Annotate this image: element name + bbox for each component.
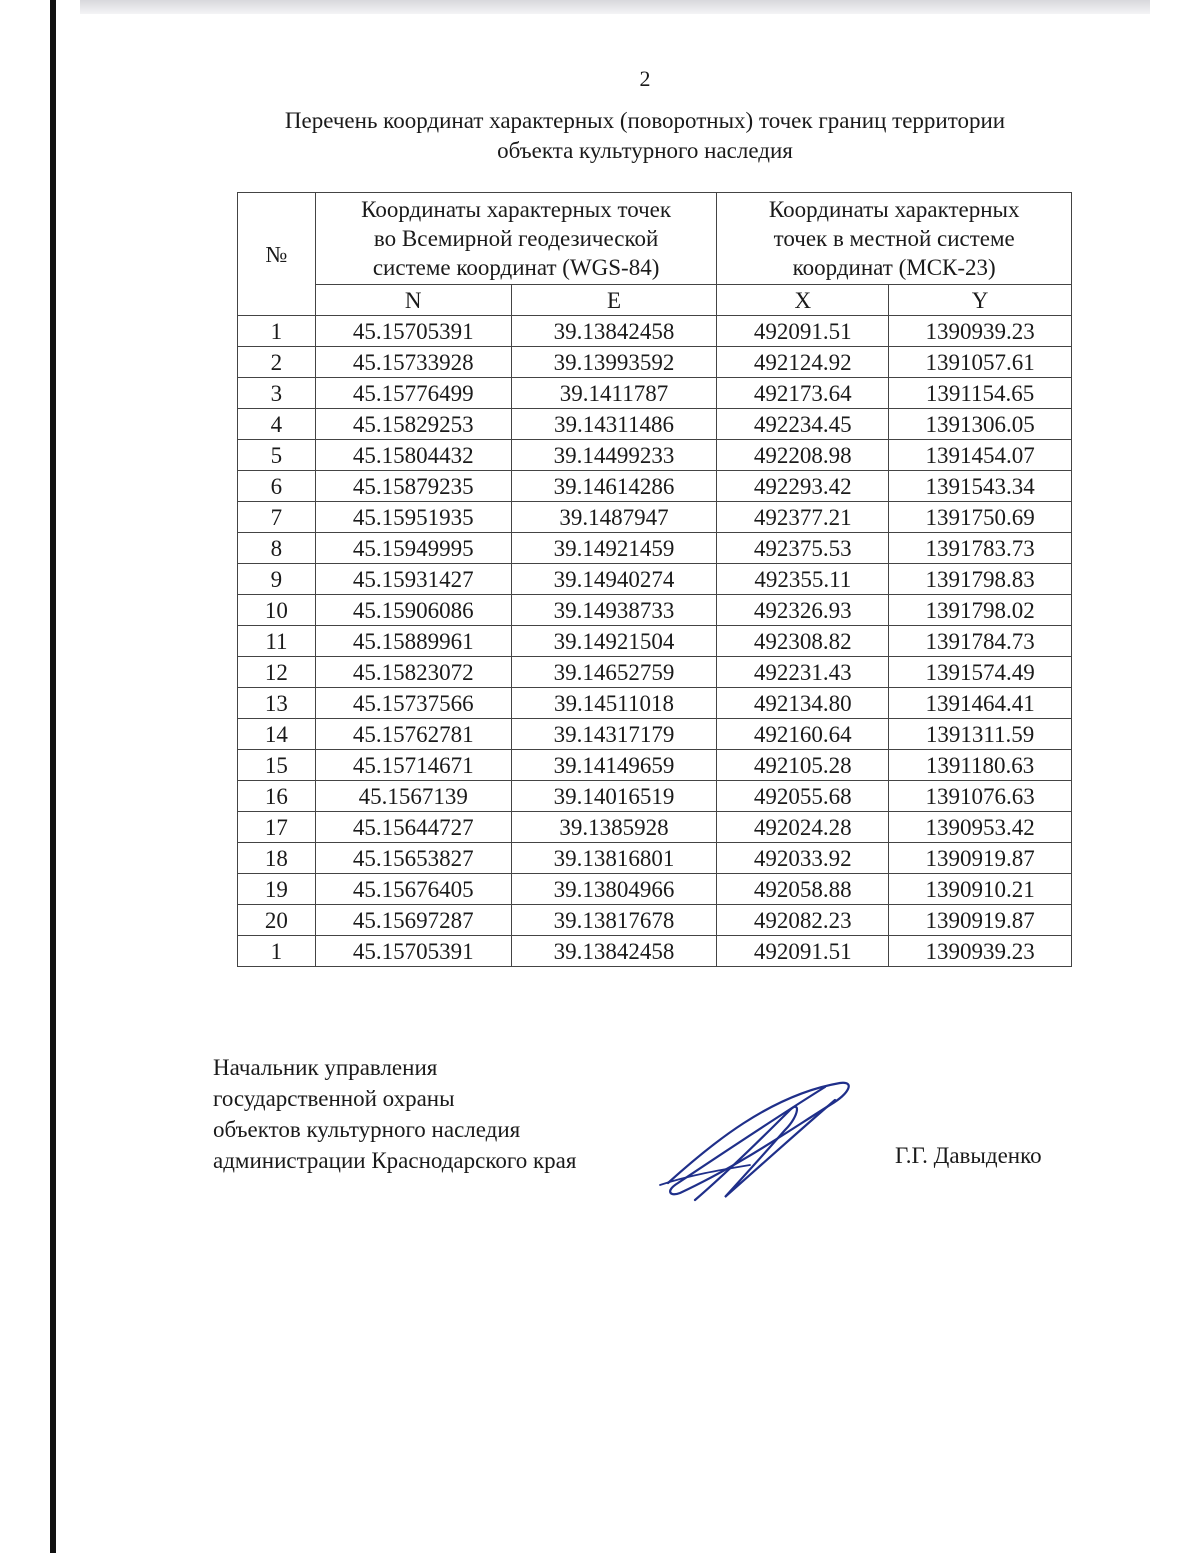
cell-y: 1391798.02 [889,595,1072,626]
cell-longitude-e: 39.14921504 [511,626,717,657]
header-wgs84 [315,193,717,285]
cell-latitude-n: 45.15644727 [315,812,511,843]
cell-longitude-e: 39.13817678 [511,905,717,936]
cell-longitude-e: 39.14940274 [511,564,717,595]
cell-latitude-n: 45.15829253 [315,409,511,440]
cell-point-number: 11 [238,626,316,657]
cell-x: 492024.28 [717,812,889,843]
cell-y: 1391783.73 [889,533,1072,564]
cell-longitude-e: 39.14511018 [511,688,717,719]
table-row [238,595,1072,626]
cell-x: 492105.28 [717,750,889,781]
scan-left-edge [50,0,56,1553]
cell-latitude-n: 45.15676405 [315,874,511,905]
page-number: 2 [639,66,651,91]
document-title-line: объекта культурного наследия [497,138,793,163]
header-number: № [238,193,316,316]
cell-latitude-n: 45.15879235 [315,471,511,502]
signatory-position [213,1052,576,1176]
cell-longitude-e: 39.14149659 [511,750,717,781]
cell-latitude-n: 45.1567139 [315,781,511,812]
coordinates-table [237,192,1072,967]
cell-latitude-n: 45.15931427 [315,564,511,595]
table-row [238,719,1072,750]
cell-y: 1391306.05 [889,409,1072,440]
document-title [200,106,1090,166]
handwritten-signature [650,1075,870,1205]
cell-y: 1390953.42 [889,812,1072,843]
cell-latitude-n: 45.15733928 [315,347,511,378]
cell-x: 492058.88 [717,874,889,905]
table-row [238,812,1072,843]
table-row [238,564,1072,595]
cell-longitude-e: 39.13842458 [511,316,717,347]
cell-y: 1391180.63 [889,750,1072,781]
cell-latitude-n: 45.15737566 [315,688,511,719]
table-row [238,781,1072,812]
cell-longitude-e: 39.13842458 [511,936,717,967]
cell-x: 492208.98 [717,440,889,471]
cell-latitude-n: 45.15697287 [315,905,511,936]
cell-point-number: 19 [238,874,316,905]
cell-point-number: 8 [238,533,316,564]
cell-longitude-e: 39.14938733 [511,595,717,626]
cell-latitude-n: 45.15804432 [315,440,511,471]
table-row [238,502,1072,533]
table-row [238,688,1072,719]
cell-point-number: 7 [238,502,316,533]
header-n: N [315,285,511,316]
cell-point-number: 4 [238,409,316,440]
cell-y: 1390919.87 [889,905,1072,936]
cell-y: 1391750.69 [889,502,1072,533]
cell-latitude-n: 45.15653827 [315,843,511,874]
cell-point-number: 16 [238,781,316,812]
cell-x: 492375.53 [717,533,889,564]
table-row [238,378,1072,409]
signatory-name: Г.Г. Давыденко [895,1143,1042,1168]
cell-y: 1391454.07 [889,440,1072,471]
cell-point-number: 10 [238,595,316,626]
cell-longitude-e: 39.13816801 [511,843,717,874]
cell-longitude-e: 39.14614286 [511,471,717,502]
signatory-position-line: Начальник управления [213,1055,438,1080]
cell-point-number: 9 [238,564,316,595]
cell-longitude-e: 39.14499233 [511,440,717,471]
table-row [238,905,1072,936]
signature-stroke [668,1083,849,1194]
cell-point-number: 3 [238,378,316,409]
cell-latitude-n: 45.15714671 [315,750,511,781]
header-y: Y [889,285,1072,316]
signatory-position-line: государственной охраны [213,1086,455,1111]
cell-x: 492055.68 [717,781,889,812]
cell-point-number: 12 [238,657,316,688]
cell-point-number: 20 [238,905,316,936]
cell-latitude-n: 45.15949995 [315,533,511,564]
cell-latitude-n: 45.15705391 [315,936,511,967]
cell-y: 1390910.21 [889,874,1072,905]
table-row [238,347,1072,378]
cell-x: 492308.82 [717,626,889,657]
cell-latitude-n: 45.15776499 [315,378,511,409]
cell-point-number: 6 [238,471,316,502]
header-msk23 [717,193,1072,285]
cell-x: 492377.21 [717,502,889,533]
table-row [238,936,1072,967]
cell-point-number: 2 [238,347,316,378]
cell-x: 492234.45 [717,409,889,440]
cell-x: 492134.80 [717,688,889,719]
table-row [238,440,1072,471]
cell-x: 492124.92 [717,347,889,378]
header-msk23-line: Координаты характерных [768,197,1020,222]
signatory-position-line: администрации Краснодарского края [213,1148,577,1173]
cell-y: 1391057.61 [889,347,1072,378]
cell-y: 1391154.65 [889,378,1072,409]
cell-point-number: 14 [238,719,316,750]
cell-x: 492082.23 [717,905,889,936]
table-row [238,409,1072,440]
cell-point-number: 1 [238,316,316,347]
signatory-position-line: объектов культурного наследия [213,1117,521,1142]
cell-latitude-n: 45.15951935 [315,502,511,533]
cell-longitude-e: 39.13993592 [511,347,717,378]
cell-point-number: 13 [238,688,316,719]
header-msk23-line: координат (МСК-23) [792,255,996,280]
header-wgs84-line: во Всемирной геодезической [373,226,659,251]
table-row [238,626,1072,657]
cell-longitude-e: 39.1385928 [511,812,717,843]
cell-y: 1391574.49 [889,657,1072,688]
cell-x: 492355.11 [717,564,889,595]
cell-x: 492173.64 [717,378,889,409]
table-row [238,657,1072,688]
cell-y: 1391784.73 [889,626,1072,657]
cell-y: 1390919.87 [889,843,1072,874]
header-x: X [717,285,889,316]
cell-x: 492033.92 [717,843,889,874]
cell-point-number: 1 [238,936,316,967]
cell-x: 492231.43 [717,657,889,688]
cell-longitude-e: 39.1487947 [511,502,717,533]
table-row [238,316,1072,347]
cell-x: 492091.51 [717,936,889,967]
coordinates-table-body [238,316,1072,967]
cell-longitude-e: 39.14921459 [511,533,717,564]
cell-y: 1391076.63 [889,781,1072,812]
cell-latitude-n: 45.15906086 [315,595,511,626]
table-row [238,843,1072,874]
cell-y: 1391464.41 [889,688,1072,719]
cell-point-number: 17 [238,812,316,843]
table-row [238,874,1072,905]
cell-point-number: 18 [238,843,316,874]
cell-y: 1390939.23 [889,936,1072,967]
header-e: E [511,285,717,316]
header-wgs84-line: Координаты характерных точек [361,197,672,222]
cell-x: 492160.64 [717,719,889,750]
cell-longitude-e: 39.13804966 [511,874,717,905]
document-title-line: Перечень координат характерных (поворотных) точек границ территории [284,108,1006,133]
cell-x: 492091.51 [717,316,889,347]
cell-latitude-n: 45.15762781 [315,719,511,750]
cell-x: 492293.42 [717,471,889,502]
cell-point-number: 15 [238,750,316,781]
cell-y: 1390939.23 [889,316,1072,347]
cell-point-number: 5 [238,440,316,471]
cell-x: 492326.93 [717,595,889,626]
signature-stroke [660,1165,750,1185]
cell-latitude-n: 45.15705391 [315,316,511,347]
scan-top-artifact [80,0,1150,14]
cell-y: 1391311.59 [889,719,1072,750]
cell-latitude-n: 45.15823072 [315,657,511,688]
cell-y: 1391543.34 [889,471,1072,502]
cell-y: 1391798.83 [889,564,1072,595]
table-row [238,471,1072,502]
cell-longitude-e: 39.14016519 [511,781,717,812]
cell-latitude-n: 45.15889961 [315,626,511,657]
table-row [238,533,1072,564]
cell-longitude-e: 39.14652759 [511,657,717,688]
cell-longitude-e: 39.1411787 [511,378,717,409]
cell-longitude-e: 39.14311486 [511,409,717,440]
cell-longitude-e: 39.14317179 [511,719,717,750]
header-wgs84-line: системе координат (WGS-84) [372,255,660,280]
header-msk23-line: точек в местной системе [773,226,1015,251]
table-row [238,750,1072,781]
